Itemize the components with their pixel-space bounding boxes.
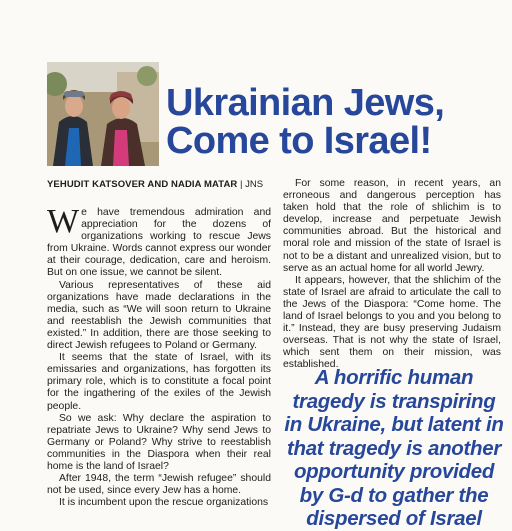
byline-authors: YEHUDIT KATSOVER AND NADIA MATAR <box>47 179 238 190</box>
drop-cap: W <box>47 203 80 240</box>
lead-paragraph <box>47 203 271 280</box>
headline-line-2: Come to Israel! <box>166 120 432 162</box>
byline-outlet: JNS <box>245 179 264 190</box>
left-column <box>47 203 271 509</box>
body-paragraph: After 1948, the term “Jewish refugee” should not be used, since every Jew has a home. <box>47 473 271 497</box>
body-paragraph: It appears, however, that the shlichim of the state of Israel are afraid to articulate the call to the Jews of the Diaspora: “Come home. The land of Israel belongs to you and you belong to it.” Instead, they are busy preserving Judaism overseas. That is not why the state of Israel, which sent them on their mission, was established. <box>283 274 501 371</box>
byline <box>47 178 277 191</box>
body-paragraph: It is incumbent upon the rescue organizations <box>59 497 269 509</box>
pull-quote: A horrific human tragedy is transpiring in Ukraine, but latent in that tragedy is another opportunity provided by G-d to gather the dispersed of Israel <box>284 366 504 530</box>
headline-line-1: Ukrainian Jews, <box>166 82 445 124</box>
body-paragraph: For some reason, in recent years, an erroneous and dangerous perception has taken hold that the role of shlichim is to develop, increase and perpetuate Jewish communities abroad. But the historical and moral role and mission of the state of Israel is not to be a distant and unrealized vision, but to serve as an actual home for all world Jewry. <box>283 178 501 274</box>
author-photo <box>47 62 159 166</box>
right-column <box>283 178 501 372</box>
article-headline <box>166 84 512 160</box>
body-paragraph: Various representatives of these aid organizations have made declarations in the media, such as “We will soon return to Ukraine and reestablish the Jewish communities that existed.” In addition, there are those seeking to direct Jewish refugees to Poland or Germany. <box>47 279 271 352</box>
paragraph-text: e have tremendous admiration and appreciation for the dozens of organizations working to rescue Jews from Ukraine. Words cannot express our wonder at their courage, dedication, care and heroism. But on one issue, we cannot be silent. <box>47 207 271 279</box>
body-paragraph: It seems that the state of Israel, with its emissaries and organizations, has forgotten its primary role, which is to constitute a focal point for the ingathering of the exiles of the Jewish people. <box>47 352 271 412</box>
body-paragraph: So we ask: Why declare the aspiration to repatriate Jews to Ukraine? Why send Jews to Germany or Poland? Why strive to reestablish communities in the Diaspora when their real home is the land of Israel? <box>47 412 271 472</box>
byline-separator: | <box>240 179 243 190</box>
